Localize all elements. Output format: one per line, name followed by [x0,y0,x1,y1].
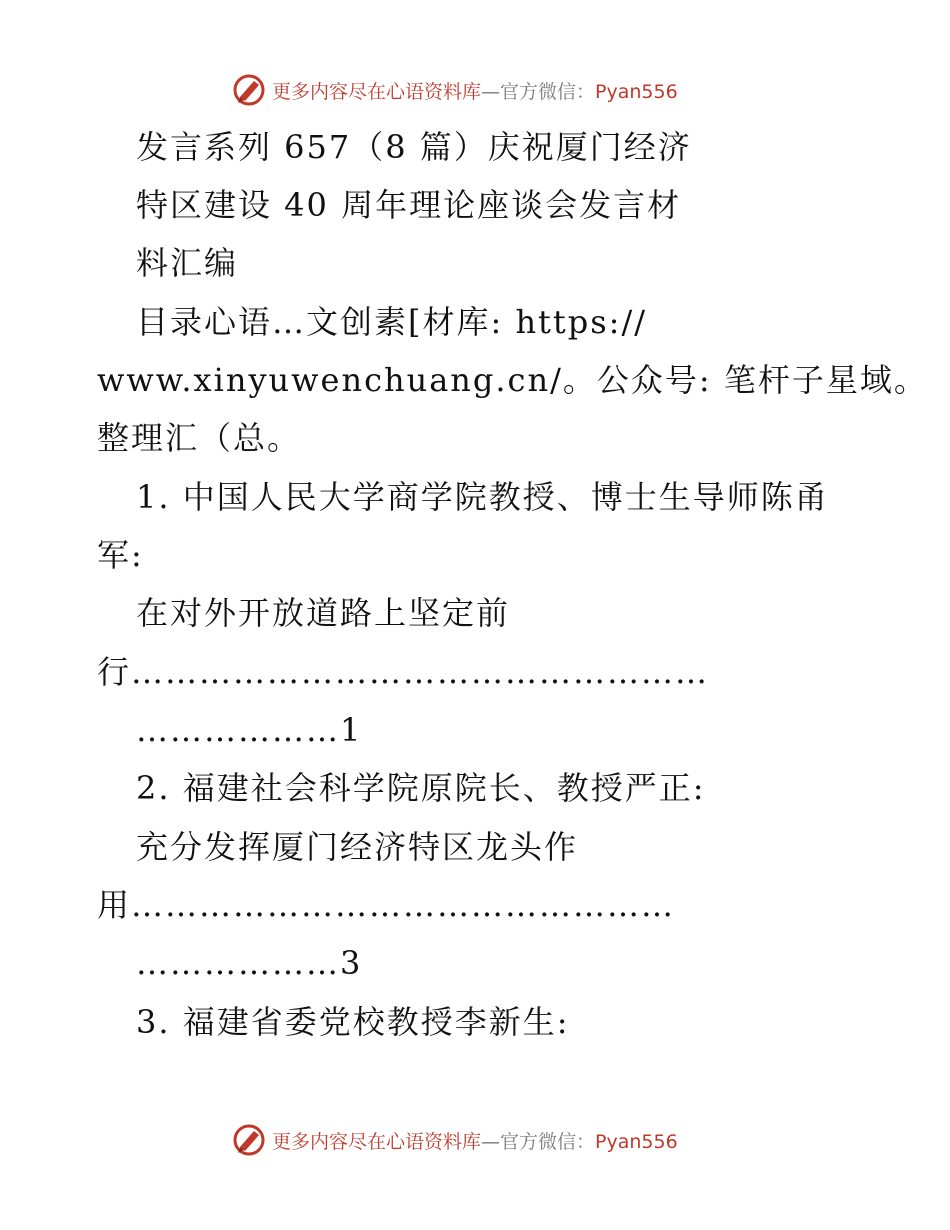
banner-wechat-label: —官方微信： [481,1130,596,1153]
toc-url-line: www.xinyuwenchuang.cn/。公众号: 笔杆子星域。 [97,361,928,399]
title-line-3: 料汇编 [136,244,239,282]
banner-site-name: 更多内容尽在心语资料库 [272,80,482,103]
toc-entry-2-title: 充分发挥厦门经济特区龙头作 [136,828,579,866]
toc-entry-2-page: ………………3 [136,944,363,982]
banner-wechat-id: Pyan556 [595,1130,678,1153]
toc-entry-1-author-cont: 军: [97,536,144,574]
toc-entry-2-author: 2. 福建社会科学院原院长、教授严正: [136,769,706,807]
header-banner [232,72,678,108]
toc-compile-line: 整理汇（总。 [97,419,302,457]
toc-heading: 目录心语…文创素[材库: https:// [136,303,648,341]
toc-entry-1-author: 1. 中国人民大学商学院教授、博士生导师陈甬 [136,478,829,516]
title-line-1: 发言系列 657（8 篇）庆祝厦门经济 [136,128,692,166]
toc-entry-2-leader: 用………………………………………… [97,886,676,924]
toc-entry-1-title: 在对外开放道路上坚定前 [136,594,511,632]
banner-wechat-label: —官方微信： [481,80,596,103]
toc-entry-1-leader: 行…………………………………………… [97,653,710,691]
footer-banner [232,1122,678,1158]
title-line-2: 特区建设 40 周年理论座谈会发言材 [136,186,682,224]
toc-entry-3-author: 3. 福建省委党校教授李新生: [136,1003,570,1041]
banner-caption [272,1127,678,1154]
pen-logo-icon [232,1123,266,1157]
pen-logo-icon [232,73,266,107]
banner-wechat-id: Pyan556 [595,80,678,103]
banner-caption [272,77,678,104]
banner-site-name: 更多内容尽在心语资料库 [272,1130,482,1153]
toc-entry-1-page: ………………1 [136,711,363,749]
